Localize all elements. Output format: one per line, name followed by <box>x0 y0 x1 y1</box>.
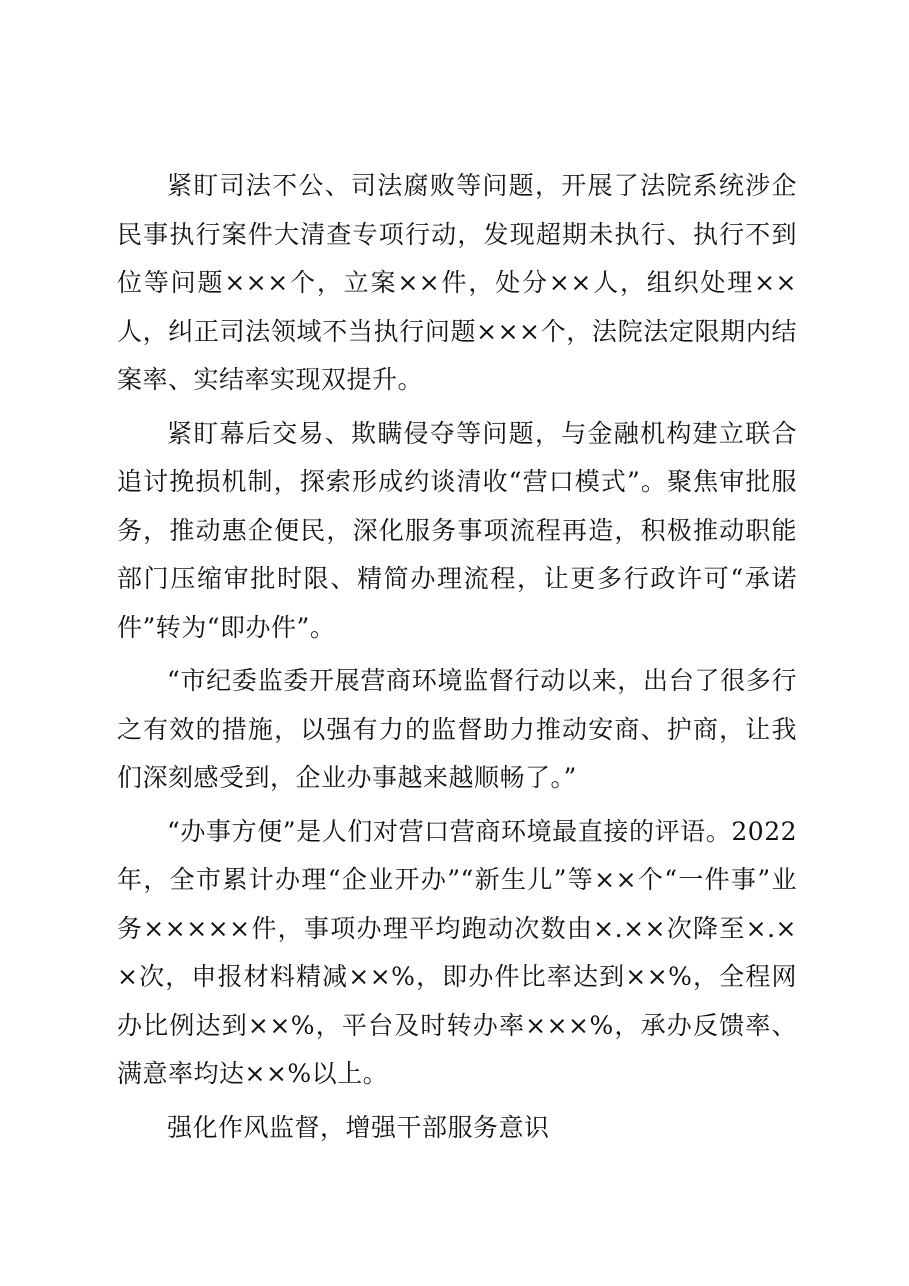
paragraph-financial-recovery: 紧盯幕后交易、欺瞒侵夺等问题，与金融机构建立联合追讨挽损机制，探索形成约谈清收“营口模式”。聚焦审批服务，推动惠企便民，深化服务事项流程再造，积极推动职能部门压缩审批时限、精简办理流程，让更多行政许可“承诺件”转为“即办件”。 <box>117 418 797 642</box>
section-heading: 强化作风监督，增强干部服务意识 <box>167 1112 550 1142</box>
paragraph-statistics: “办事方便”是人们对营口营商环境最直接的评语。2022年，全市累计办理“企业开办”“新生儿”等××个“一件事”业务×××××件，事项办理平均跑动次数由×.××次降至×.××次，申报材料精减××%，即办件比率达到××%，全程网办比例达到××%，平台及时转办率×××%，承办反馈率、满意率均达××%以上。 <box>117 816 797 1088</box>
paragraph-judicial-supervision: 紧盯司法不公、司法腐败等问题，开展了法院系统涉企民事执行案件大清查专项行动，发现超期未执行、执行不到位等问题×××个，立案××件，处分××人，组织处理××人，纠正司法领域不当执行问题×××个，法院法定限期内结案率、实结率实现双提升。 <box>117 171 797 394</box>
paragraph-quote: “市纪委监委开展营商环境监督行动以来，出台了很多行之有效的措施，以强有力的监督助力推动安商、护商，让我们深刻感受到，企业办事越来越顺畅了。” <box>117 666 797 792</box>
document-body <box>117 162 797 1157</box>
